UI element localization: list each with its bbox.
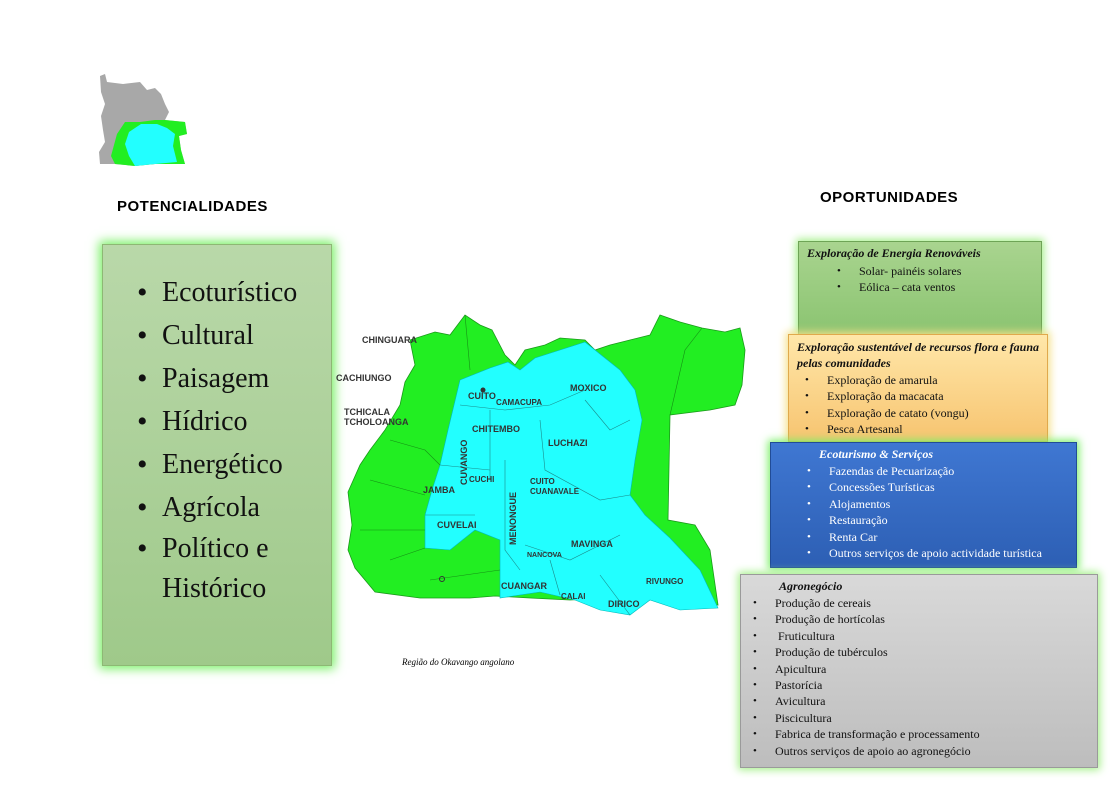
potencialidade-item: • Agrícola	[139, 486, 331, 529]
potencialidade-item: • Político e Histórico	[139, 529, 322, 609]
map-label-jamba: JAMBA	[423, 485, 456, 495]
map-label-menongue: MENONGUE	[508, 491, 518, 545]
map-label-cuvelai: CUVELAI	[437, 520, 477, 530]
agronegocio-box	[740, 574, 1098, 768]
potencialidades-heading: POTENCIALIDADES	[117, 198, 268, 215]
list-item: • Eólica – cata ventos	[859, 279, 1033, 295]
list-item: • Exploração de amarula	[827, 372, 1039, 388]
map-label-cuito-cuanavale-2: CUANAVALE	[530, 487, 580, 496]
oportunidades-heading: OPORTUNIDADES	[820, 189, 959, 206]
ecoturismo-title: Ecoturismo & Serviços	[819, 447, 934, 461]
map-label-rivungo: RIVUNGO	[646, 577, 684, 586]
list-item: • Concessões Turísticas	[829, 479, 1068, 495]
map-label-calai: CALAI	[561, 592, 586, 601]
list-item: • Renta Car	[829, 529, 1068, 545]
map-label-chitembo: CHITEMBO	[472, 424, 520, 434]
ecoturismo-box	[770, 442, 1077, 568]
list-item: • Outros serviços de apoio ao agronegócio	[775, 743, 1089, 759]
list-item: • Produção de hortícolas	[775, 611, 1089, 627]
map-label-moxico: MOXICO	[570, 383, 607, 393]
map-label-cuito: CUITO	[468, 391, 496, 401]
list-item: • Apicultura	[775, 661, 1089, 677]
list-item: • Pastorícia	[775, 677, 1089, 693]
map-label-cuchi: CUCHI	[469, 475, 495, 484]
flora-fauna-title: Exploração sustentável de recursos flora e fauna pelas comunidades	[797, 340, 1040, 370]
list-item: • Avicultura	[775, 693, 1089, 709]
potencialidade-item: • Energético	[139, 443, 331, 486]
list-item: • Exploração da macacata	[827, 388, 1039, 404]
potencialidades-list	[103, 245, 331, 609]
angola-inset-map	[95, 72, 195, 168]
agronegocio-title: Agronegócio	[779, 579, 843, 593]
okavango-region-map	[330, 310, 760, 630]
list-item: • Restauração	[829, 512, 1068, 528]
list-item: • Fazendas de Pecuarização	[829, 463, 1068, 479]
list-item: • Alojamentos	[829, 496, 1068, 512]
list-item: • Outros serviços de apoio actividade turística	[829, 545, 1068, 561]
list-item: • Fruticultura	[775, 628, 1089, 644]
potencialidade-item: • Hídrico	[139, 400, 331, 443]
list-item: • Produção de cereais	[775, 595, 1089, 611]
energia-title: Exploração de Energia Renováveis	[807, 246, 981, 260]
flora-fauna-box	[788, 334, 1048, 442]
potencialidade-item: • Cultural	[139, 314, 331, 357]
map-label-cuangar: CUANGAR	[501, 581, 547, 591]
map-label-tcholoanga: TCHOLOANGA	[344, 417, 409, 427]
map-label-luchazi: LUCHAZI	[548, 438, 588, 448]
map-label-tchicala: TCHICALA	[344, 407, 390, 417]
list-item: • Exploração de catato (vongu)	[827, 405, 1039, 421]
map-label-chinguara: CHINGUARA	[362, 335, 417, 345]
energia-box	[798, 241, 1042, 335]
map-label-mavinga: MAVINGA	[571, 539, 613, 549]
ecoturismo-list	[779, 463, 1068, 561]
list-item: • Produção de tubérculos	[775, 644, 1089, 660]
flora-fauna-list	[797, 372, 1039, 438]
energia-list	[807, 263, 1033, 296]
map-caption: Região do Okavango angolano	[402, 657, 515, 667]
map-label-cuvango: CUVANGO	[459, 439, 469, 485]
list-item: • Pesca Artesanal	[827, 421, 1039, 437]
potencialidades-box	[102, 244, 332, 666]
potencialidade-item: • Paisagem	[139, 357, 331, 400]
map-label-cachiungo: CACHIUNGO	[336, 373, 392, 383]
map-label-nancova: NANCOVA	[527, 552, 562, 559]
agronegocio-list	[749, 595, 1089, 759]
map-label-dirico: DIRICO	[608, 599, 640, 609]
map-label-camacupa: CAMACUPA	[496, 398, 543, 407]
list-item: • Solar- painéis solares	[859, 263, 1033, 279]
map-label-cuito-cuanavale: CUITO	[530, 477, 555, 486]
potencialidade-item: • Ecoturístico	[139, 271, 331, 314]
list-item: • Piscicultura	[775, 710, 1089, 726]
angola-cyan-region	[125, 124, 177, 166]
list-item: • Fabrica de transformação e processamento	[775, 726, 1089, 742]
